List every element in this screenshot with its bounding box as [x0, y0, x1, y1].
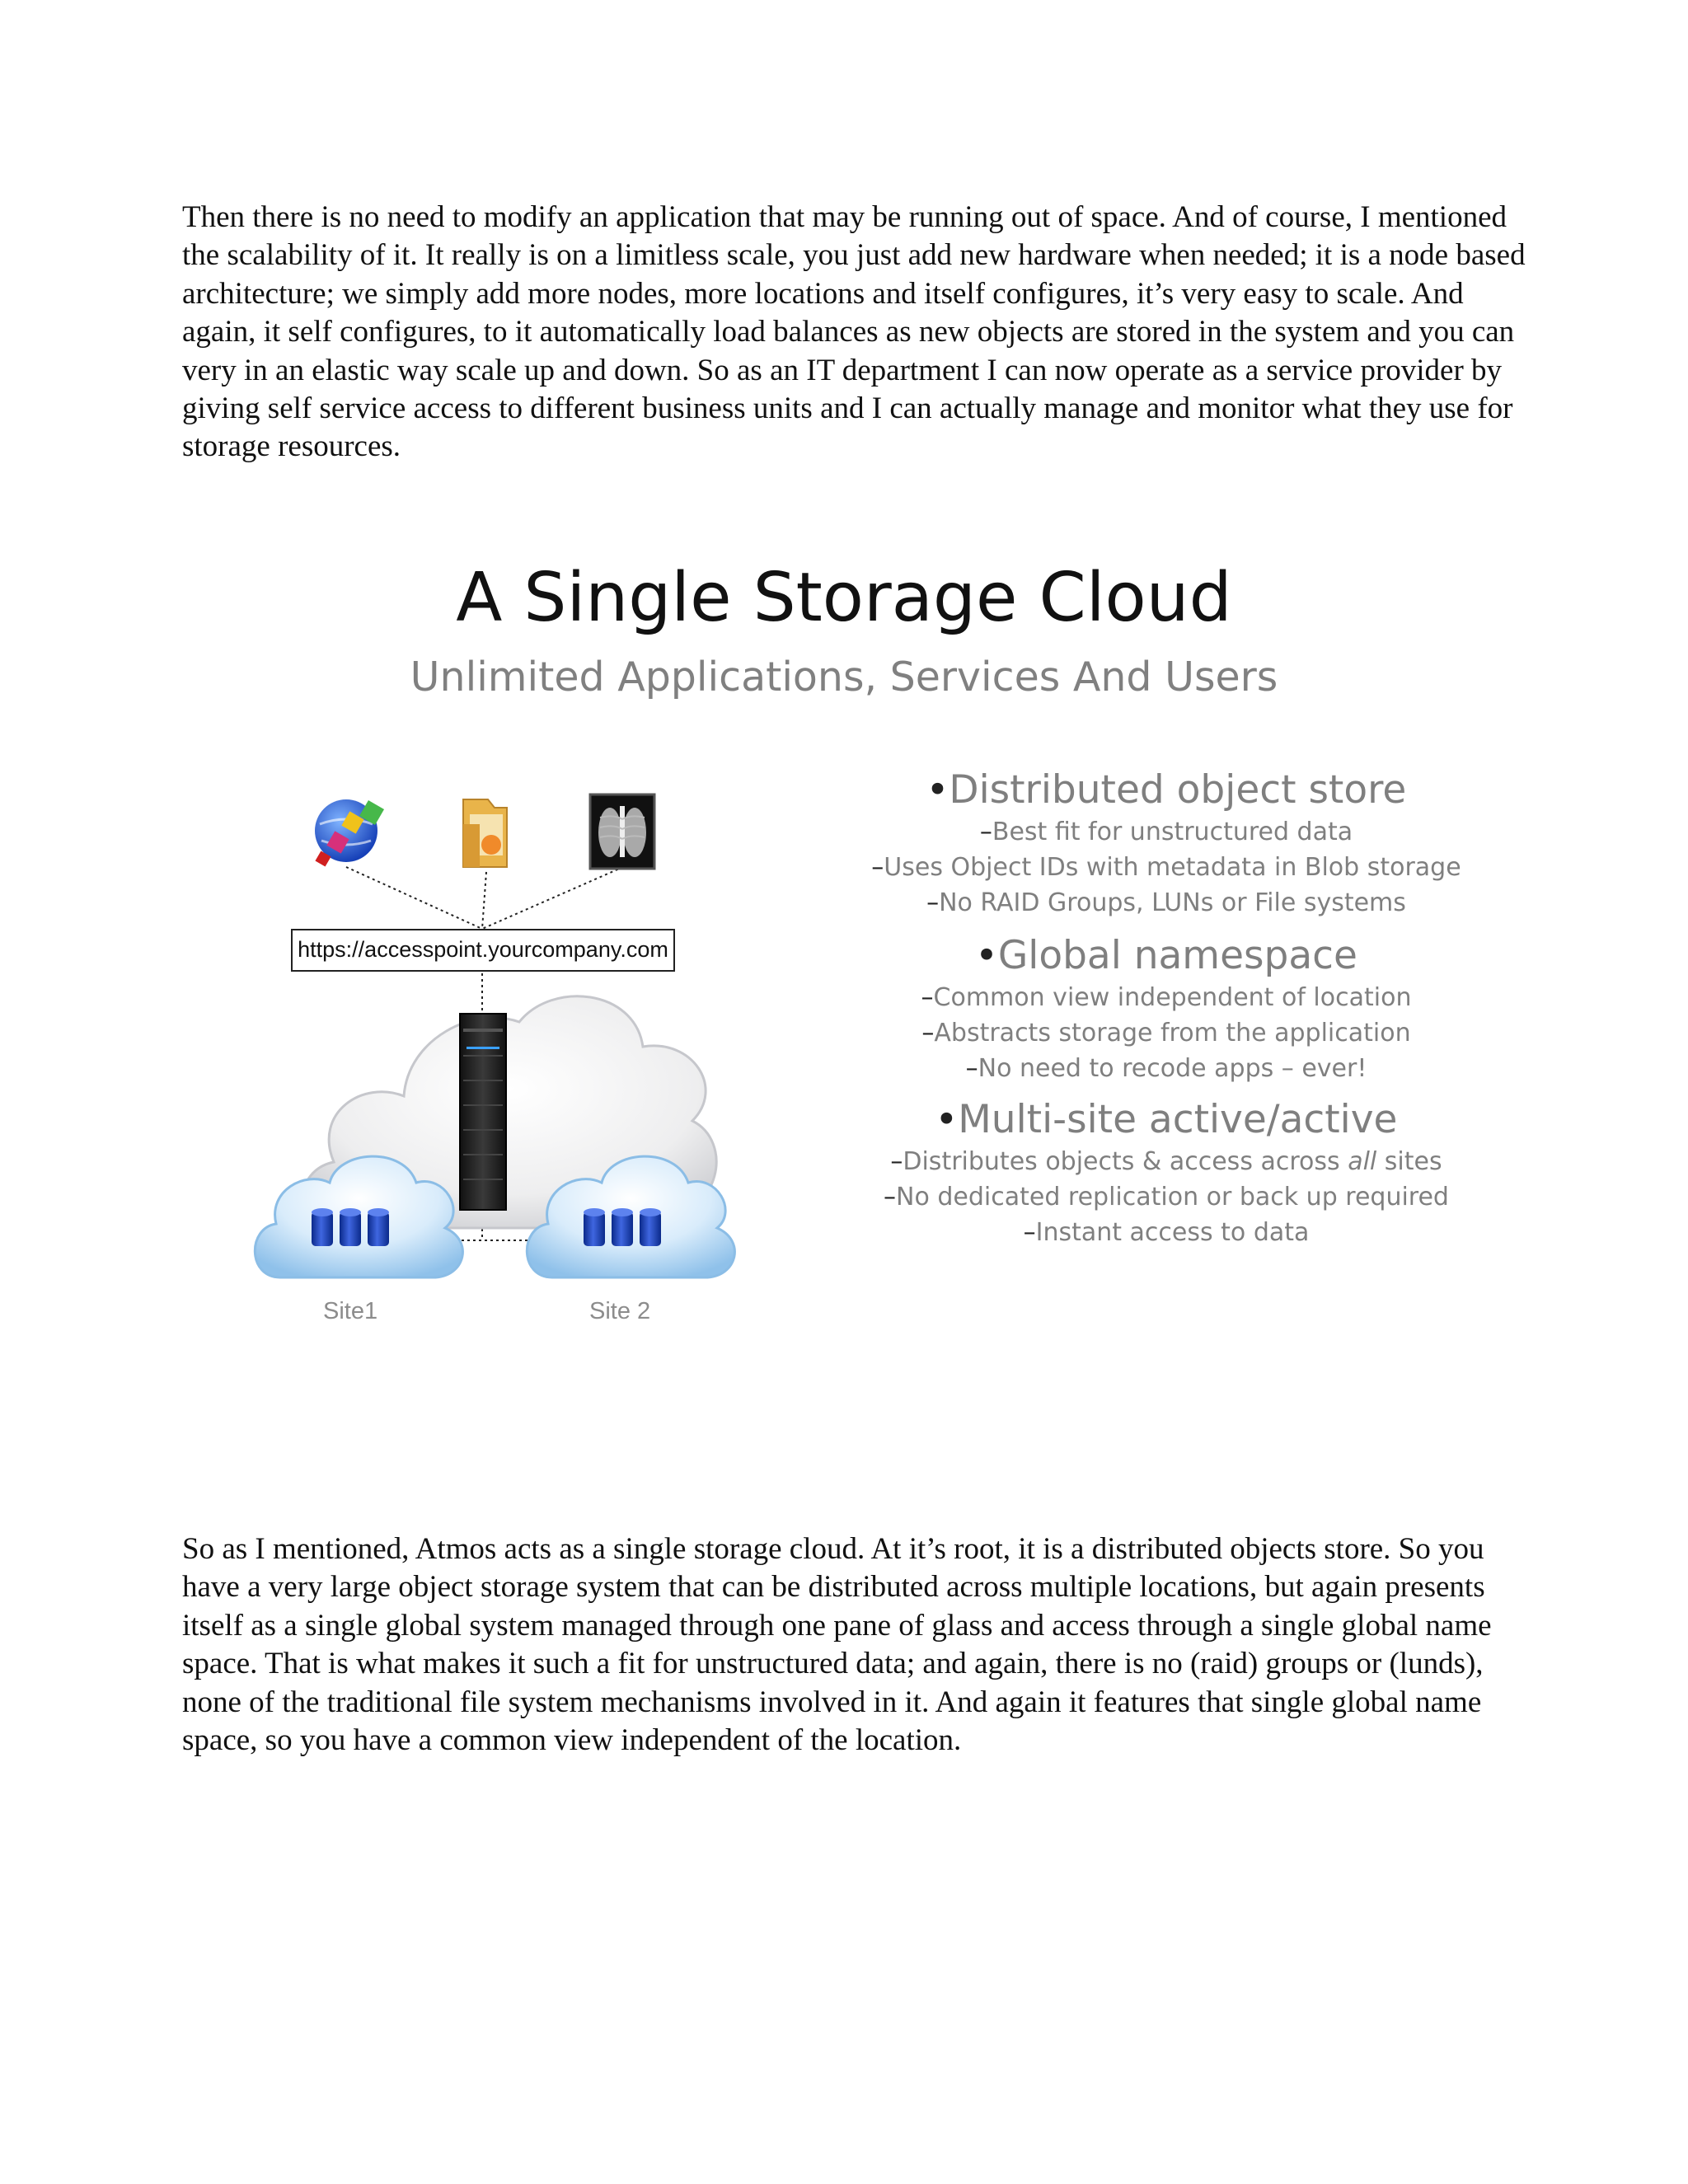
sub-bullet: –Abstracts storage from the application: [921, 1019, 1411, 1047]
slide-bullets: [832, 766, 1500, 1262]
storage-cloud-diagram: [247, 766, 758, 1343]
sub-bullet: –Instant access to data: [1023, 1218, 1310, 1247]
paragraph-top: Then there is no need to modify an application that may be running out of space. And of course, I mentioned the scalability of it. It really is on a limitless scale, you just add new hardware when needed; it is a node based architecture; we simply add more nodes, more locations and itself configures, it’s very easy to scale. And again, it self configures, to it automatically load balances as new objects are stored in the system and you can very in an elastic way scale up and down. So as an IT department I can now operate as a service provider by giving self service access to different business units and I can actually manage and monitor what they use for storage resources.: [182, 200, 1526, 464]
bullet-group-multisite: [832, 1096, 1500, 1250]
slide-subtitle: Unlimited Applications, Services And Users: [410, 654, 1278, 701]
sub-bullet: –Uses Object IDs with metadata in Blob storage: [871, 853, 1461, 882]
sub-bullet: –No need to recode apps – ever!: [965, 1054, 1367, 1083]
folder-icon: [463, 799, 507, 867]
sub-bullet: –Common view independent of location: [921, 983, 1412, 1012]
access-point-url: https://accesspoint.yourcompany.com: [291, 929, 675, 972]
bullet-group-namespace: [832, 932, 1500, 1086]
bullet-heading: •Distributed object store: [926, 767, 1407, 813]
sub-bullet: –Distributes objects & access across all sites: [890, 1147, 1442, 1176]
database-icon: [312, 1208, 389, 1246]
paragraph-bottom: So as I mentioned, Atmos acts as a single storage cloud. At it’s root, it is a distributed objects store. So you have a very large object storage system that can be distributed across multiple locations, but again presents itself as a single global system managed through one pane of glass and access through a single global name space. That is what makes it such a fit for unstructured data; and again, there is no (raid) groups or (lunds), none of the traditional file system mechanisms involved in it. And again it features that single global name space, so you have a common view independent of the location.: [182, 1532, 1492, 1758]
site2-label: Site 2: [589, 1298, 651, 1324]
bullet-heading: •Global namespace: [975, 933, 1357, 978]
bullet-heading: •Multi-site active/active: [935, 1097, 1398, 1142]
site1-label: Site1: [323, 1298, 378, 1324]
diagram-graphics: [247, 766, 758, 1343]
sub-bullet: –No RAID Groups, LUNs or File systems: [926, 888, 1406, 917]
globe-app-icon: [315, 799, 384, 867]
sub-bullet: –No dedicated replication or back up required: [884, 1183, 1449, 1212]
bullet-group-distributed: [832, 766, 1500, 921]
slide-title: A Single Storage Cloud: [456, 559, 1232, 637]
sub-bullet: –Best fit for unstructured data: [979, 818, 1353, 846]
server-rack-icon: [460, 1014, 506, 1210]
xray-image-icon: [590, 794, 654, 869]
database-icon: [584, 1208, 661, 1246]
